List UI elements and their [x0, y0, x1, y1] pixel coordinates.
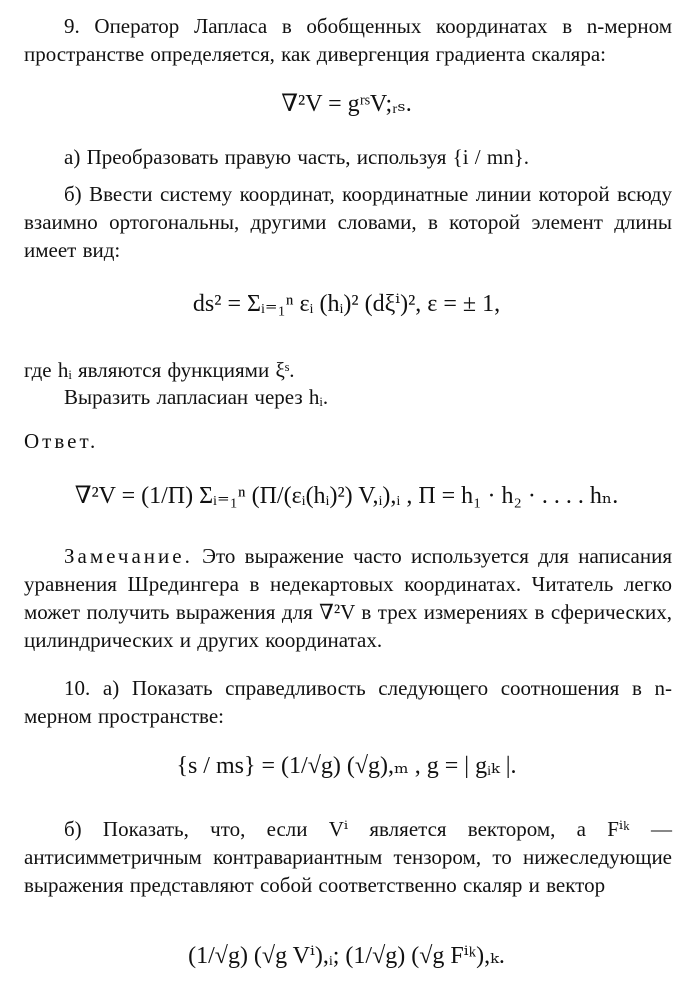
express-laplacian: Выразить лапласиан через hᵢ.: [64, 385, 329, 409]
problem-9-part-a: а) Преобразовать правую часть, используя {i / mn}.: [64, 145, 530, 169]
problem-10-part-a: 10. а) Показать справедливость следующего соотношения в n-мерном пространстве:: [24, 676, 672, 728]
answer-label: Ответ.: [24, 429, 99, 453]
problem-9-intro: 9. Оператор Лапласа в обобщенных координатах в n-мерном пространстве определяется, как дивергенция градиента скаляра:: [24, 14, 672, 66]
problem-9-part-b: б) Ввести систему координат, координатные линии которой всюду взаимно ортогональны, другими словами, в которой элемент длины имеет вид:: [24, 182, 672, 262]
problem-10-part-b: б) Показать, что, если Vⁱ является вектором, а Fⁱᵏ — антисимметричным контравариантным тензором, то нижеследующие выражения представляют собой соответственно скаляр и вектор: [24, 817, 672, 897]
divergence-formulas: (1/√g) (√g Vⁱ),ᵢ; (1/√g) (√g Fⁱᵏ),ₖ.: [188, 943, 505, 969]
christoffel-formula: {s / ms} = (1/√g) (√g),ₘ , g = | gᵢₖ |.: [176, 753, 517, 779]
functions-note: где hᵢ являются функциями ξˢ.: [24, 358, 295, 382]
remark-label: Замечание.: [64, 544, 193, 568]
remark-text: Это выражение часто используется для написания уравнения Шредингера в недекартовых координатах. Читатель легко может получить выражения для ∇²V в трех измерениях в сферических, цилиндрических и других координатах.: [24, 544, 672, 652]
metric-formula: ds² = Σᵢ₌₁ⁿ εᵢ (hᵢ)² (dξⁱ)², ε = ± 1,: [192, 291, 501, 317]
answer-formula: ∇²V = (1/Π) Σᵢ₌₁ⁿ (Π/(εᵢ(hᵢ)²) V,ᵢ),ᵢ , Π = h₁ · h₂ · . . . . hₙ.: [74, 483, 619, 509]
remark: [24, 542, 672, 654]
laplacian-definition-formula: ∇²V = gʳˢV;ᵣₛ.: [281, 91, 412, 117]
